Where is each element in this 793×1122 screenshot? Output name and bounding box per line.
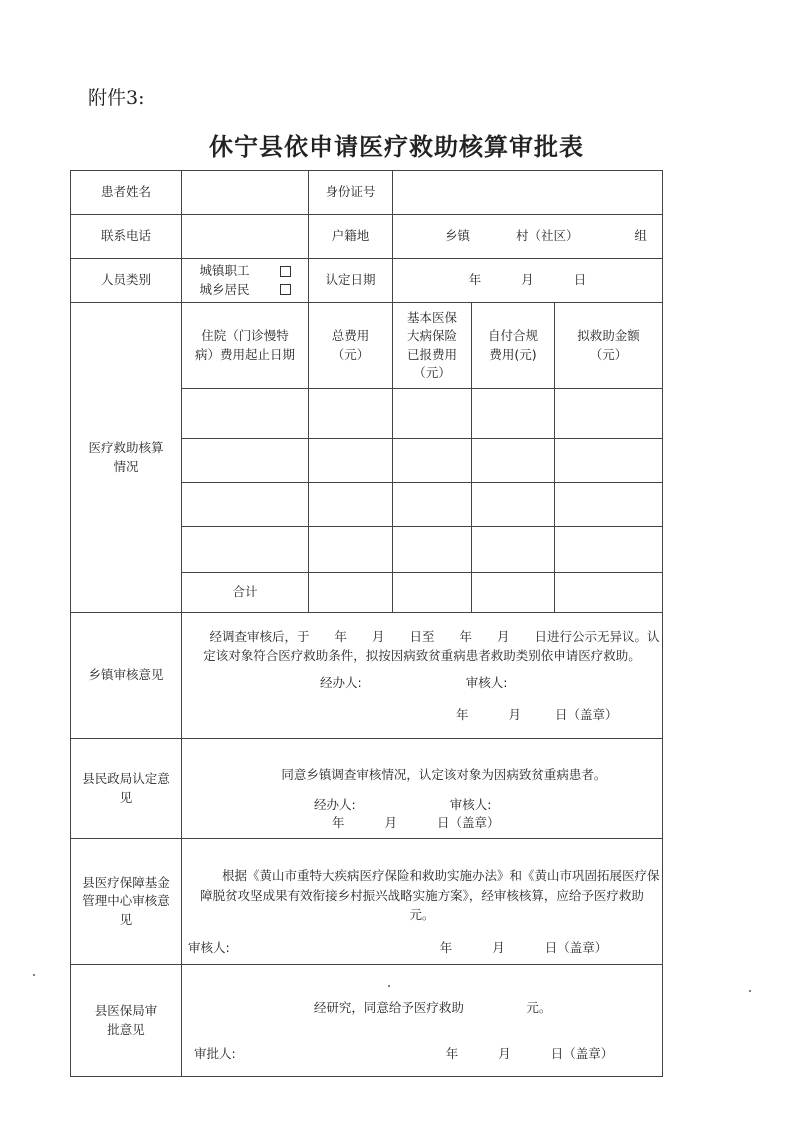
fund-reviewer-label: 审核人: <box>188 939 230 955</box>
phone-field[interactable] <box>182 215 309 259</box>
calc-cell[interactable] <box>309 389 393 439</box>
bureau-approver-label: 审批人: <box>194 1046 236 1062</box>
township-sign-year: 年 <box>456 706 469 722</box>
calc-cell[interactable] <box>472 527 555 573</box>
civil-reviewer-label: 审核人: <box>449 797 492 813</box>
id-number-field[interactable] <box>393 171 663 215</box>
township-reviewer-label: 审核人: <box>465 674 508 690</box>
calc-cell[interactable] <box>393 527 472 573</box>
calc-cell[interactable] <box>309 483 393 527</box>
civil-sign-month: 月 <box>384 815 398 831</box>
calc-cell[interactable] <box>182 483 309 527</box>
township-sign-day: 日（盖章） <box>555 706 618 722</box>
bureau-sign-year: 年 <box>445 1046 459 1062</box>
form-title: 休宁县依申请医疗救助核算审批表 <box>209 133 584 161</box>
calc-cell[interactable] <box>555 439 663 483</box>
total-label: 合计 <box>182 573 309 613</box>
total-cell[interactable] <box>472 573 555 613</box>
calc-cell[interactable] <box>182 439 309 483</box>
calc-cell[interactable] <box>555 389 663 439</box>
calc-cell[interactable] <box>393 389 472 439</box>
approval-form-table <box>70 170 663 1077</box>
calc-cell[interactable] <box>309 527 393 573</box>
township-opinion-field[interactable] <box>182 613 663 739</box>
checkbox-icon[interactable] <box>280 266 291 277</box>
township-handler-label: 经办人: <box>320 674 362 690</box>
calc-section-label: 医疗救助核算情况 <box>71 303 182 613</box>
col-date-range-header: 住院（门诊慢特病）费用起止日期 <box>182 303 309 389</box>
household-town: 乡镇 <box>445 228 471 244</box>
bureau-sign-month: 月 <box>498 1046 511 1062</box>
fund-sign-day: 日（盖章） <box>544 939 608 955</box>
calc-cell[interactable] <box>472 483 555 527</box>
date-label: 认定日期 <box>309 259 393 303</box>
scan-speck <box>33 974 35 976</box>
id-number-label: 身份证号 <box>309 171 393 215</box>
scan-speck <box>388 985 390 987</box>
total-cell[interactable] <box>393 573 472 613</box>
total-cell[interactable] <box>555 573 663 613</box>
col-insurance-paid-header: 基本医保大病保险已报费用（元） <box>393 303 472 389</box>
date-day: 日 <box>573 272 587 288</box>
bureau-approval-label: 县医保局审批意见 <box>71 965 182 1077</box>
civil-affairs-opinion-field[interactable] <box>182 739 663 839</box>
household-village: 村（社区） <box>516 228 579 244</box>
category-options <box>182 259 309 303</box>
bureau-approval-field[interactable] <box>182 965 663 1077</box>
household-field[interactable] <box>393 215 663 259</box>
fund-center-opinion-text: 根据《黄山市重特大疾病医疗保险和救助实施办法》和《黄山市巩固拓展医疗保障脱贫攻坚成果有效衔接乡村振兴战略实施方案》，经审核核算，应给予医疗救助 元。 <box>200 868 660 923</box>
bureau-approval-text: 经研究，同意给予医疗救助 元。 <box>313 999 552 1015</box>
fund-sign-month: 月 <box>492 939 505 955</box>
date-year: 年 <box>468 272 482 288</box>
date-month: 月 <box>521 272 534 288</box>
col-assistance-header: 拟救助金额 （元） <box>555 303 663 389</box>
calc-cell[interactable] <box>555 527 663 573</box>
attachment-label: 附件3: <box>88 87 145 109</box>
calc-cell[interactable] <box>393 439 472 483</box>
scan-speck <box>749 990 751 992</box>
phone-label: 联系电话 <box>71 215 182 259</box>
col-self-paid-header: 自付合规费用(元) <box>472 303 555 389</box>
calc-cell[interactable] <box>182 389 309 439</box>
category-option-resident[interactable]: 城乡居民 <box>182 281 308 299</box>
household-label: 户籍地 <box>309 215 393 259</box>
civil-affairs-opinion-text: 同意乡镇调查审核情况，认定该对象为因病致贫重病患者。 <box>281 766 607 782</box>
calc-cell[interactable] <box>309 439 393 483</box>
fund-center-opinion-field[interactable] <box>182 839 663 965</box>
total-cell[interactable] <box>309 573 393 613</box>
township-opinion-text: 经调查审核后，于 年 月 日至 年 月 日进行公示无异议。认定该对象符合医疗救助条件，拟按因病致贫重病患者救助类别依申请医疗救助。 <box>203 629 660 664</box>
township-sign-month: 月 <box>508 706 522 722</box>
civil-sign-year: 年 <box>332 815 345 831</box>
fund-sign-year: 年 <box>439 939 453 955</box>
calc-cell[interactable] <box>393 483 472 527</box>
category-label: 人员类别 <box>71 259 182 303</box>
calc-cell[interactable] <box>472 389 555 439</box>
civil-sign-day: 日（盖章） <box>437 815 500 831</box>
fund-center-opinion-label: 县医疗保障基金管理中心审核意见 <box>71 839 182 965</box>
civil-affairs-opinion-label: 县民政局认定意见 <box>71 739 182 839</box>
patient-name-field[interactable] <box>182 171 309 215</box>
household-group: 组 <box>634 228 648 244</box>
calc-cell[interactable] <box>472 439 555 483</box>
calc-cell[interactable] <box>555 483 663 527</box>
bureau-sign-day: 日（盖章） <box>550 1046 614 1062</box>
civil-handler-label: 经办人: <box>314 797 356 813</box>
calc-cell[interactable] <box>182 527 309 573</box>
township-opinion-label: 乡镇审核意见 <box>71 613 182 739</box>
col-total-cost-header: 总费用 （元） <box>309 303 393 389</box>
patient-name-label: 患者姓名 <box>71 171 182 215</box>
date-field[interactable] <box>393 259 663 303</box>
category-option-urban-worker[interactable]: 城镇职工 <box>182 262 308 280</box>
checkbox-icon[interactable] <box>280 284 291 295</box>
